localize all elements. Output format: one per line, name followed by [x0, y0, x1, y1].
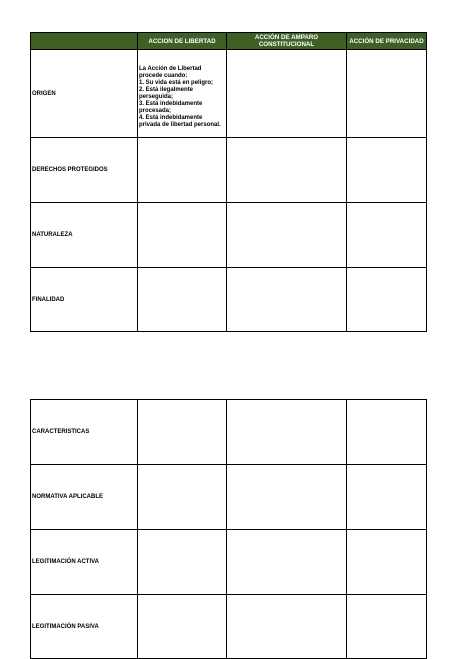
row-label-derechos: DERECHOS PROTEGIDOS	[31, 138, 138, 203]
empty-cell	[138, 203, 227, 268]
row-label-naturaleza: NATURALEZA	[31, 203, 138, 268]
empty-cell	[138, 268, 227, 332]
empty-cell	[347, 203, 427, 268]
empty-cell	[347, 530, 427, 595]
note-line: 2. Está ilegalmente perseguida;	[139, 87, 194, 100]
empty-cell	[227, 530, 347, 595]
empty-cell	[138, 465, 227, 530]
table-row	[31, 268, 427, 332]
empty-cell	[227, 203, 347, 268]
comparison-table-bottom	[30, 399, 427, 659]
row-label-legitimacion-activa: LEGITIMACIÓN ACTIVA	[31, 530, 138, 595]
empty-cell	[227, 268, 347, 332]
note-line: 1. Su vida está en peligro;	[139, 80, 214, 86]
header-accion-privacidad: ACCIÓN DE PRIVACIDAD	[347, 33, 427, 50]
comparison-table-top	[30, 32, 427, 332]
table-row	[31, 400, 427, 465]
row-label-caracteristicas: CARACTERISTICAS	[31, 400, 138, 465]
note-line: 3. Está indebidamente procesada;	[139, 101, 203, 114]
table-row	[31, 465, 427, 530]
note-line: 4. Está indebidamente privada de libertad personal.	[139, 115, 221, 128]
table-row	[31, 203, 427, 268]
header-accion-libertad: ACCION DE LIBERTAD	[138, 33, 227, 50]
empty-cell	[347, 50, 427, 138]
table-row	[31, 530, 427, 595]
header-accion-amparo: ACCIÓN DE AMPARO CONSTITUCIONAL	[227, 33, 347, 50]
empty-cell	[138, 530, 227, 595]
empty-cell	[347, 400, 427, 465]
table-row	[31, 50, 427, 138]
empty-cell	[347, 465, 427, 530]
empty-cell	[227, 595, 347, 659]
row-label-finalidad: FINALIDAD	[31, 268, 138, 332]
empty-cell	[347, 595, 427, 659]
empty-cell	[227, 400, 347, 465]
table-row	[31, 595, 427, 659]
empty-cell	[347, 138, 427, 203]
empty-cell	[227, 50, 347, 138]
note-line: La Acción de Libertad procede cuando:	[139, 66, 202, 79]
libertad-origen-note	[138, 50, 227, 138]
header-row	[31, 33, 427, 50]
empty-cell	[138, 595, 227, 659]
row-label-legitimacion-pasiva: LEGITIMACIÓN PASIVA	[31, 595, 138, 659]
header-blank-cell	[31, 33, 138, 50]
empty-cell	[227, 465, 347, 530]
empty-cell	[138, 138, 227, 203]
empty-cell	[227, 138, 347, 203]
row-label-origen: ORIGEN	[31, 50, 138, 138]
table-row	[31, 138, 427, 203]
empty-cell	[138, 400, 227, 465]
row-label-normativa: NORMATIVA APLICABLE	[31, 465, 138, 530]
empty-cell	[347, 268, 427, 332]
